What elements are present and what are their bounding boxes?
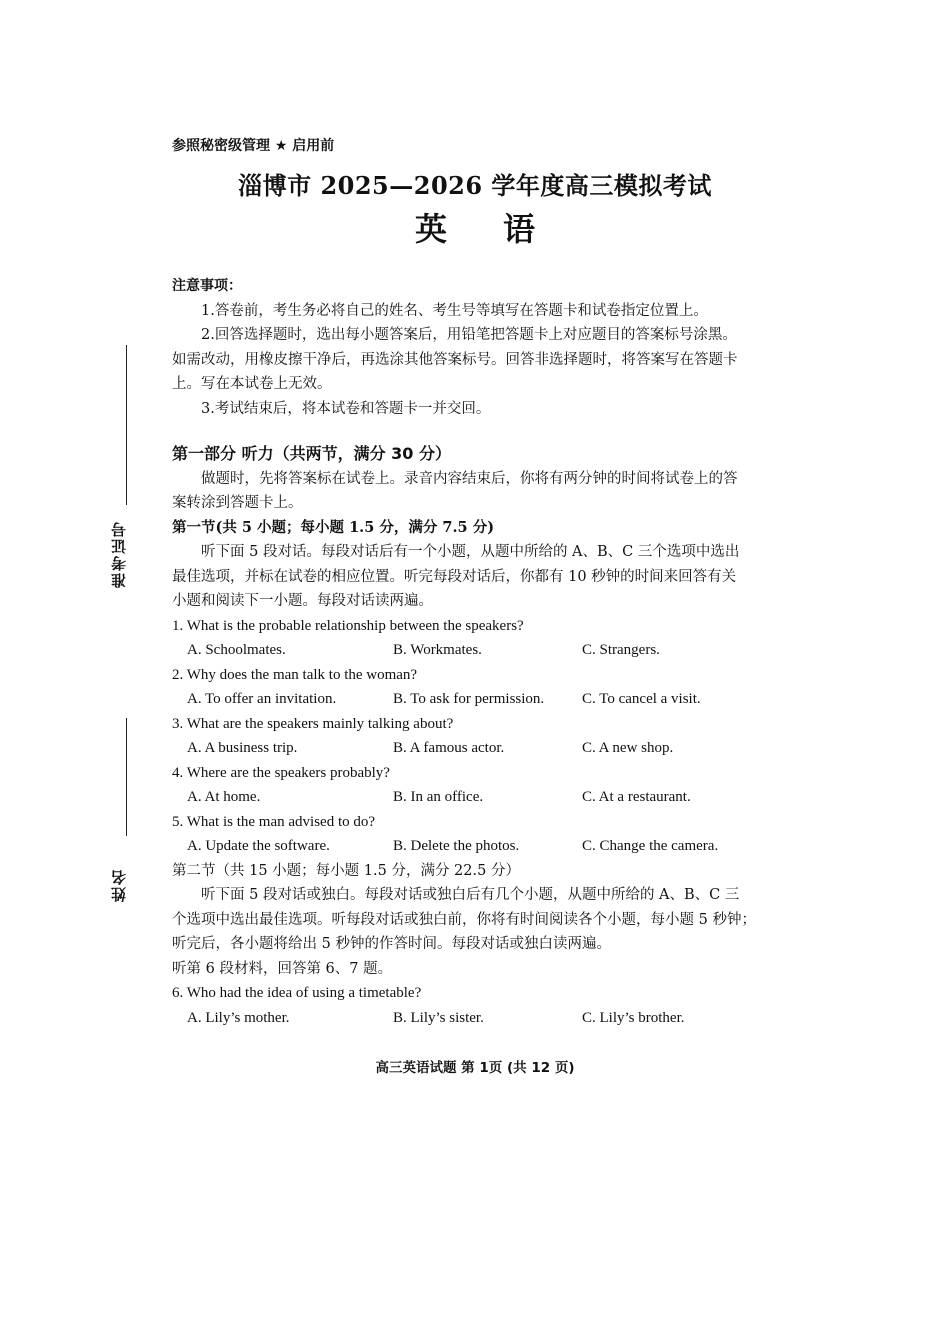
part1-block	[172, 442, 790, 1030]
subject-char-2: 语	[503, 210, 536, 248]
notice-item-2-line-1: 2.回答选择题时，选出每小题答案后，用铅笔把答题卡上对应题目的答案标号涂黑。	[201, 327, 737, 343]
option-b: B. In an office.	[393, 789, 484, 805]
option-a: A. Schoolmates.	[187, 642, 286, 658]
section1-intro-line-2: 最佳选项，并标在试卷的相应位置。听完每段对话后，你都有 10 秒钟的时间来回答有关	[172, 568, 737, 585]
notice-item-2-line-2: 如需改动，用橡皮擦干净后，再选涂其他答案标号。回答非选择题时，将答案写在答题卡	[172, 351, 738, 368]
notice-item-1: 1.答卷前，考生务必将自己的姓名、考生号等填写在答题卡和试卷指定位置上。	[201, 302, 708, 319]
option-c: C. A new shop.	[582, 740, 674, 756]
option-c: C. To cancel a visit.	[582, 691, 701, 707]
question-options	[172, 834, 790, 859]
option-c: C. Change the camera.	[582, 838, 719, 854]
subject-title	[0, 204, 950, 250]
section2-intro-line-2: 个选项中选出最佳选项。听每段对话或独白前，你将有时间阅读各个小题，每小题 5 秒钟；	[172, 911, 756, 928]
section2-intro-line-1: 听下面 5 段对话或独白。每段对话或独白后有几个小题，从题中所给的 A、B、C 三	[201, 887, 740, 903]
option-a: A. At home.	[187, 789, 261, 805]
option-b: B. Lily’s sister.	[393, 1009, 484, 1026]
notice-item-2-line-3: 上。写在本试卷上无效。	[172, 376, 332, 392]
option-b: B. Delete the photos.	[393, 838, 520, 854]
option-b: B. Workmates.	[393, 642, 482, 658]
part1-heading: 第一部分 听力（共两节，满分 30 分）	[172, 444, 451, 463]
name-label: 姓名	[110, 868, 128, 902]
exam-title: 淄博市 2025—2026 学年度高三模拟考试	[238, 171, 712, 200]
question-stem: 6. Who had the idea of using a timetable?	[172, 985, 422, 1001]
option-c: C. Lily’s brother.	[582, 1009, 685, 1026]
page-footer: 高三英语试题 第 1页 (共 12 页)	[375, 1060, 575, 1076]
notice-block	[172, 274, 790, 421]
option-a: A. Lily’s mother.	[187, 1009, 290, 1026]
section1-intro-line-3: 小题和阅读下一小题。每段对话读两遍。	[172, 593, 433, 609]
question-stem: 3. What are the speakers mainly talking about?	[172, 715, 454, 732]
notice-heading: 注意事项：	[172, 278, 242, 294]
question-options	[172, 638, 790, 663]
question-stem: 5. What is the man advised to do?	[172, 813, 376, 830]
option-a: A. A business trip.	[187, 740, 298, 756]
question-options	[172, 1006, 790, 1031]
subject-char-1: 英	[414, 210, 447, 248]
exam-id-label: 准考证号	[110, 520, 128, 588]
binding-line-top	[126, 345, 127, 505]
question-options	[172, 687, 790, 712]
question-options	[172, 736, 790, 761]
section2-intro-line-3: 听完后，各小题将给出 5 秒钟的作答时间。每段对话或独白读两遍。	[172, 936, 611, 952]
notice-item-3: 3.考试结束后，将本试卷和答题卡一并交回。	[201, 400, 491, 417]
material-note: 听第 6 段材料，回答第 6、7 题。	[172, 960, 393, 977]
option-b: B. To ask for permission.	[393, 691, 545, 707]
question-stem: 4. Where are the speakers probably?	[172, 764, 390, 781]
section1-heading: 第一节(共 5 小题；每小题 1.5 分，满分 7.5 分)	[172, 518, 495, 536]
binding-line-middle	[126, 718, 127, 836]
option-c: C. At a restaurant.	[582, 789, 691, 805]
section2-heading: 第二节（共 15 小题；每小题 1.5 分，满分 22.5 分）	[172, 862, 520, 879]
option-a: A. Update the software.	[187, 838, 330, 854]
part1-intro-line-1: 做题时，先将答案标在试卷上。录音内容结束后，你将有两分钟的时间将试卷上的答	[201, 470, 738, 487]
option-c: C. Strangers.	[582, 642, 660, 658]
question-options	[172, 785, 790, 810]
question-stem: 1. What is the probable relationship between the speakers?	[172, 617, 524, 634]
option-a: A. To offer an invitation.	[187, 691, 337, 707]
part1-intro-line-2: 案转涂到答题卡上。	[172, 495, 303, 511]
option-b: B. A famous actor.	[393, 740, 505, 756]
secret-label: 参照秘密级管理 ★ 启用前	[172, 138, 335, 154]
section1-intro-line-1: 听下面 5 段对话。每段对话后有一个小题，从题中所给的 A、B、C 三个选项中选出	[201, 544, 740, 560]
question-stem: 2. Why does the man talk to the woman?	[172, 666, 418, 683]
